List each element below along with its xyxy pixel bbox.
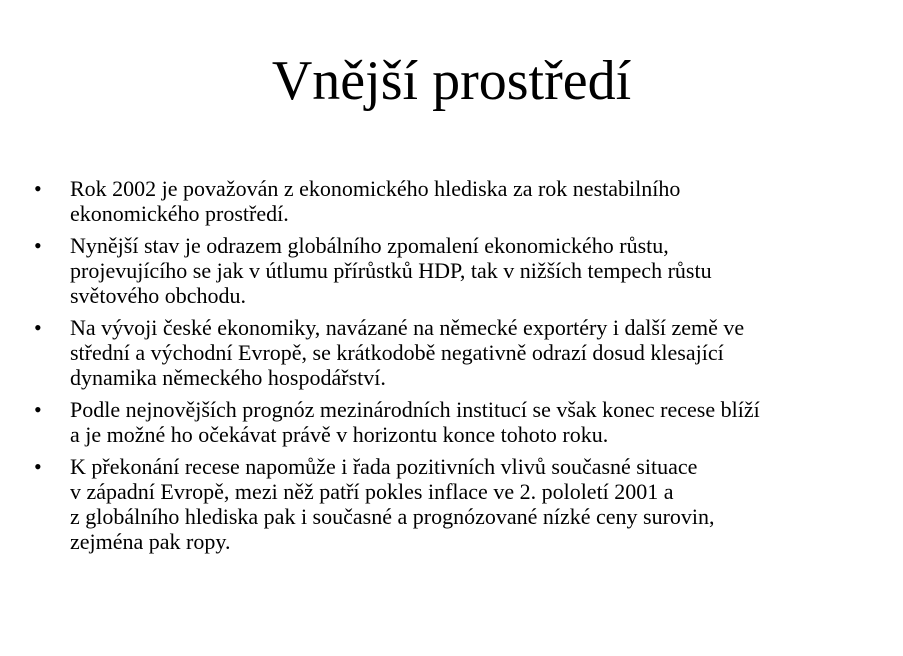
bullet-list xyxy=(34,176,884,561)
bullet-icon: • xyxy=(34,454,42,479)
bullet-icon: • xyxy=(34,176,42,201)
bullet-text: Podle nejnovějších prognóz mezinárodních institucí se však konec recese blíží a je možné ho očekávat právě v horizontu konce tohoto roku. xyxy=(70,397,760,447)
list-item xyxy=(34,454,884,554)
slide-title: Vnější prostředí xyxy=(271,50,632,112)
bullet-text: Rok 2002 je považován z ekonomického hlediska za rok nestabilního ekonomického prostředí. xyxy=(70,176,681,226)
bullet-icon: • xyxy=(34,233,42,258)
list-item xyxy=(34,233,884,308)
bullet-text: K překonání recese napomůže i řada pozitivních vlivů současné situace v západní Evropě, mezi něž patří pokles inflace ve 2. pololetí 2001 a z globálního hlediska pak i současné a prognózované nízké ceny surovin, zejména pak ropy. xyxy=(70,454,715,554)
bullet-text: Na vývoji české ekonomiky, navázané na německé exportéry i další země ve střední a východní Evropě, se krátkodobě negativně odrazí dosud klesající dynamika německého hospodářství. xyxy=(70,315,745,390)
bullet-icon: • xyxy=(34,315,42,340)
bullet-text: Nynější stav je odrazem globálního zpomalení ekonomického růstu, projevujícího se jak v útlumu přírůstků HDP, tak v nižších tempech růstu světového obchodu. xyxy=(70,233,712,308)
list-item xyxy=(34,397,884,447)
list-item xyxy=(34,315,884,390)
list-item xyxy=(34,176,884,226)
bullet-icon: • xyxy=(34,397,42,422)
